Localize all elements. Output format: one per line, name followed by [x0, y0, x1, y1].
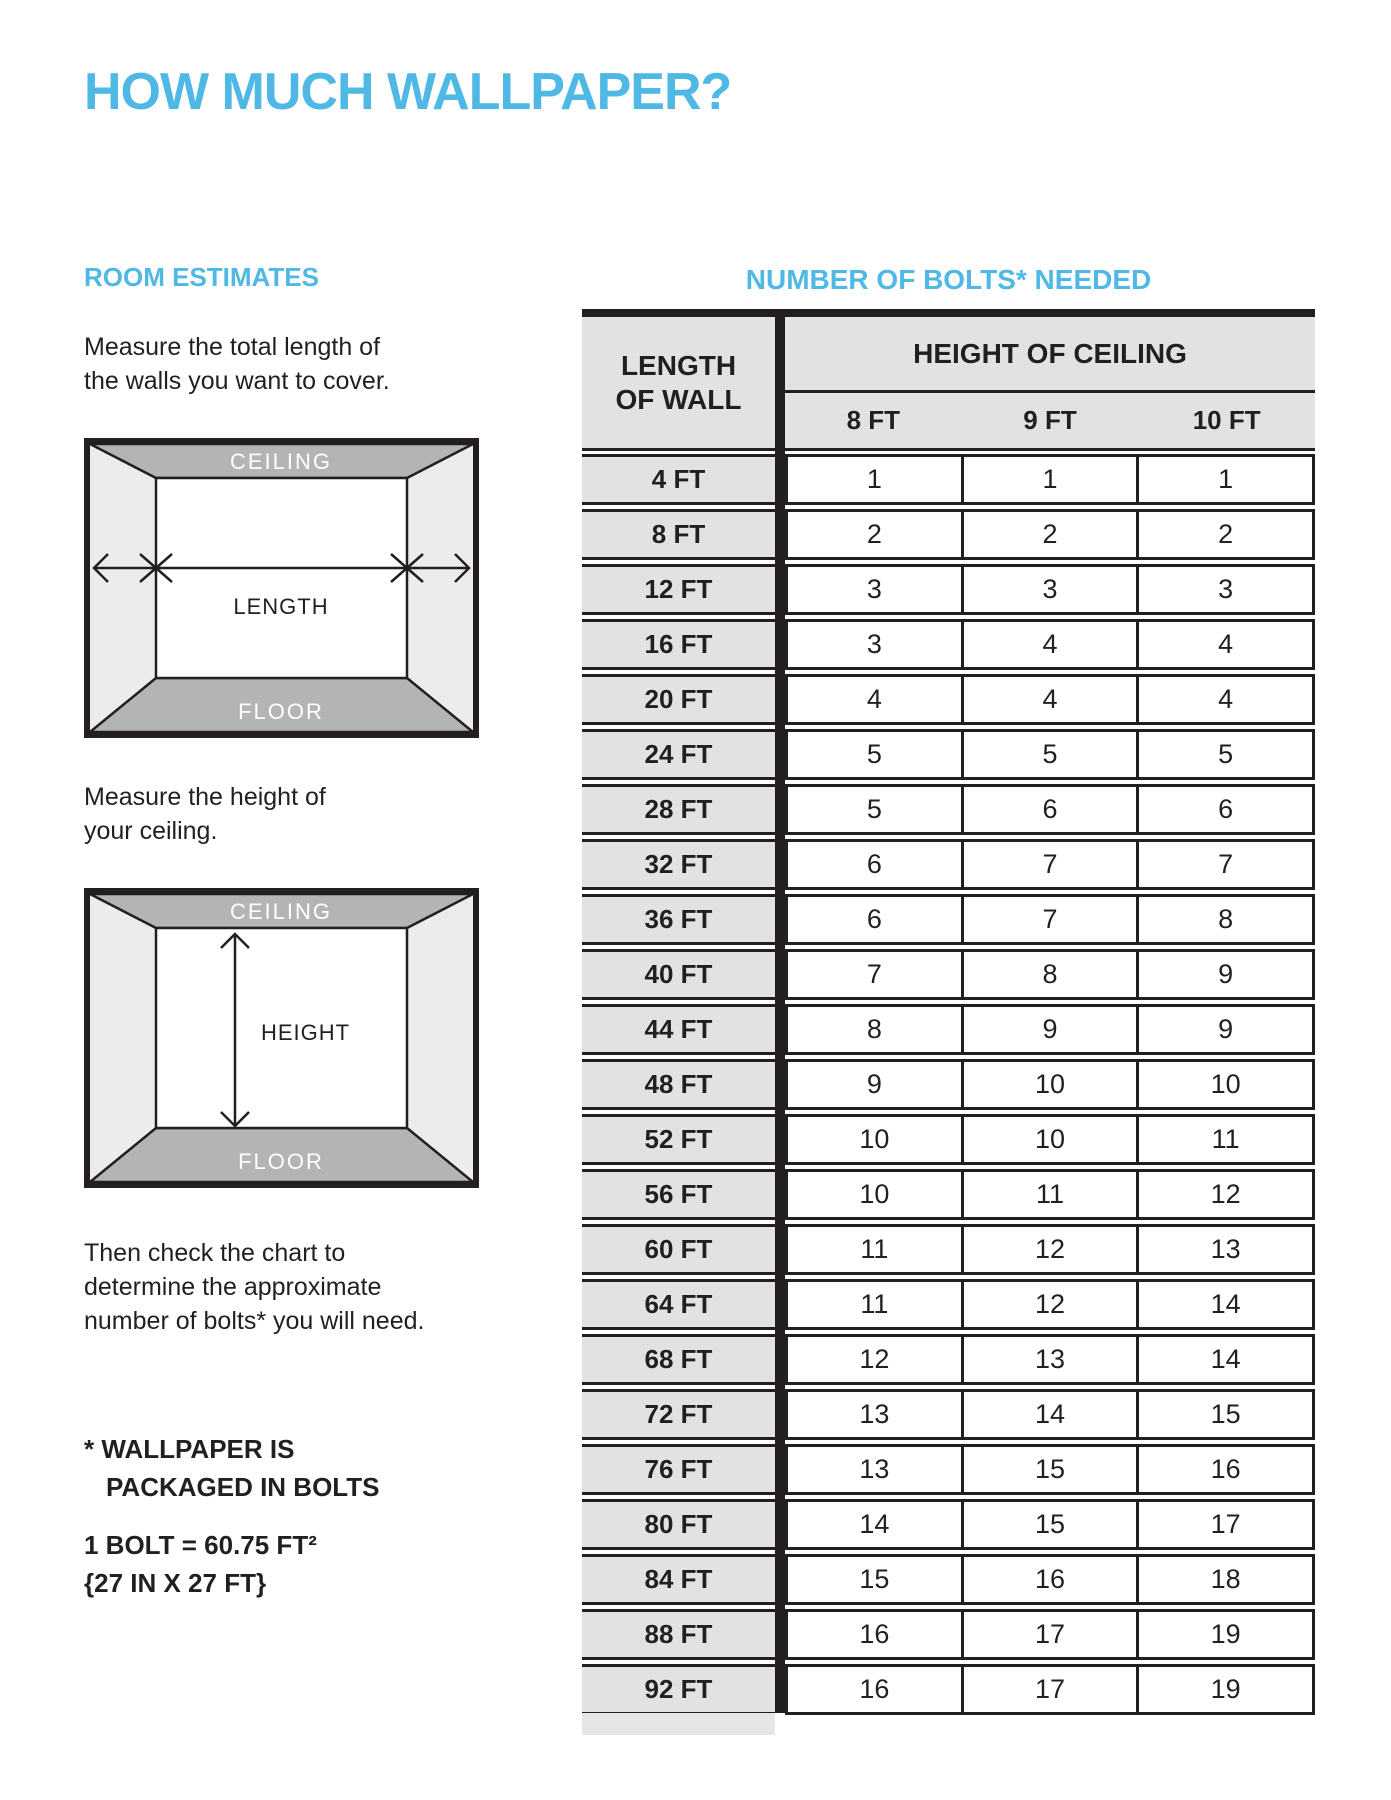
label-column-end-strip — [582, 1713, 775, 1735]
bolts-table — [582, 309, 1315, 1719]
table-row — [582, 949, 1315, 1000]
bolts-8ft-cell: 6 — [785, 894, 964, 945]
ceiling-9ft-header: 9 FT — [1023, 405, 1077, 435]
table-row — [582, 1224, 1315, 1275]
instruction-line: Measure the total length of — [84, 333, 381, 361]
bolts-9ft-cell: 10 — [961, 1059, 1140, 1110]
bolts-9ft-cell: 12 — [961, 1279, 1140, 1330]
wallpaper-bolts-footnote — [84, 1430, 379, 1506]
header-line: OF WALL — [615, 383, 742, 415]
table-row — [582, 894, 1315, 945]
bolts-8ft-cell: 10 — [785, 1169, 964, 1220]
bolts-10ft-cell: 8 — [1136, 894, 1315, 945]
wall-length-cell: 36 FT — [582, 894, 775, 945]
room-height-diagram — [84, 888, 479, 1188]
wall-length-cell: 52 FT — [582, 1114, 775, 1165]
bolts-9ft-cell: 9 — [961, 1004, 1140, 1055]
wall-length-cell: 32 FT — [582, 839, 775, 890]
bolts-9ft-cell: 6 — [961, 784, 1140, 835]
wall-length-cell: 88 FT — [582, 1609, 775, 1660]
height-label: HEIGHT — [261, 1020, 351, 1045]
bolts-8ft-cell: 16 — [785, 1609, 964, 1660]
wall-length-cell: 64 FT — [582, 1279, 775, 1330]
bolts-8ft-cell: 7 — [785, 949, 964, 1000]
bolts-10ft-cell: 17 — [1136, 1499, 1315, 1550]
bolts-9ft-cell: 11 — [961, 1169, 1140, 1220]
table-row — [582, 1114, 1315, 1165]
bolts-10ft-cell: 4 — [1136, 674, 1315, 725]
table-row — [582, 1499, 1315, 1550]
column-divider-bar — [775, 309, 785, 1713]
bolts-10ft-cell: 14 — [1136, 1279, 1315, 1330]
table-row — [582, 729, 1315, 780]
back-wall — [156, 478, 407, 678]
table-row — [582, 784, 1315, 835]
wall-length-cell: 28 FT — [582, 784, 775, 835]
table-row — [582, 1279, 1315, 1330]
table-row — [582, 1169, 1315, 1220]
bolts-9ft-cell: 1 — [961, 454, 1140, 505]
ceiling-height-subheader — [785, 393, 1315, 451]
bolts-9ft-cell: 15 — [961, 1499, 1140, 1550]
bolts-9ft-cell: 8 — [961, 949, 1140, 1000]
wall-length-cell: 72 FT — [582, 1389, 775, 1440]
bolts-8ft-cell: 1 — [785, 454, 964, 505]
table-header — [582, 317, 1315, 451]
bolts-8ft-cell: 2 — [785, 509, 964, 560]
bolts-10ft-cell: 9 — [1136, 1004, 1315, 1055]
bolts-8ft-cell: 12 — [785, 1334, 964, 1385]
bolts-8ft-cell: 15 — [785, 1554, 964, 1605]
room-estimates-heading: ROOM ESTIMATES — [84, 262, 319, 292]
ceiling-8ft-header: 8 FT — [846, 405, 901, 435]
bolts-9ft-cell: 5 — [961, 729, 1140, 780]
bolts-10ft-cell: 5 — [1136, 729, 1315, 780]
bolts-10ft-cell: 4 — [1136, 619, 1315, 670]
table-row — [582, 1059, 1315, 1110]
bolts-9ft-cell: 7 — [961, 839, 1140, 890]
bolts-9ft-cell: 12 — [961, 1224, 1140, 1275]
length-of-wall-header — [582, 317, 775, 451]
bolts-9ft-cell: 4 — [961, 619, 1140, 670]
bolt-equation — [84, 1526, 317, 1602]
wall-length-cell: 76 FT — [582, 1444, 775, 1495]
bolts-table-section — [582, 264, 1315, 1764]
bolts-10ft-cell: 14 — [1136, 1334, 1315, 1385]
instruction-line: your ceiling. — [84, 817, 218, 845]
table-row — [582, 509, 1315, 560]
bolts-8ft-cell: 16 — [785, 1664, 964, 1715]
wall-length-cell: 60 FT — [582, 1224, 775, 1275]
ceiling-label: CEILING — [229, 449, 333, 474]
floor-label: FLOOR — [238, 1149, 324, 1174]
bolts-9ft-cell: 4 — [961, 674, 1140, 725]
table-row — [582, 1444, 1315, 1495]
table-top-border — [582, 309, 1315, 317]
bolts-8ft-cell: 5 — [785, 729, 964, 780]
height-of-ceiling-header: HEIGHT OF CEILING — [785, 317, 1315, 393]
bolt-equation-line: 1 BOLT = 60.75 FT² — [84, 1530, 317, 1560]
wall-length-cell: 68 FT — [582, 1334, 775, 1385]
bolts-8ft-cell: 3 — [785, 619, 964, 670]
ceiling-10ft-header: 10 FT — [1192, 405, 1261, 435]
table-row — [582, 1004, 1315, 1055]
header-line: LENGTH — [620, 349, 737, 381]
bolts-10ft-cell: 12 — [1136, 1169, 1315, 1220]
length-label: LENGTH — [233, 594, 329, 619]
bolts-10ft-cell: 3 — [1136, 564, 1315, 615]
bolts-8ft-cell: 6 — [785, 839, 964, 890]
bolts-8ft-cell: 5 — [785, 784, 964, 835]
bolts-9ft-cell: 14 — [961, 1389, 1140, 1440]
wall-length-cell: 4 FT — [582, 454, 775, 505]
bolts-8ft-cell: 3 — [785, 564, 964, 615]
bolts-8ft-cell: 9 — [785, 1059, 964, 1110]
bolts-9ft-cell: 15 — [961, 1444, 1140, 1495]
table-row — [582, 1609, 1315, 1660]
bolts-9ft-cell: 17 — [961, 1664, 1140, 1715]
bolts-9ft-cell: 3 — [961, 564, 1140, 615]
wall-length-cell: 40 FT — [582, 949, 775, 1000]
wall-length-cell: 48 FT — [582, 1059, 775, 1110]
bolts-10ft-cell: 11 — [1136, 1114, 1315, 1165]
bolts-8ft-cell: 8 — [785, 1004, 964, 1055]
bolts-10ft-cell: 2 — [1136, 509, 1315, 560]
table-row — [582, 619, 1315, 670]
wall-length-cell: 44 FT — [582, 1004, 775, 1055]
room-length-diagram — [84, 438, 479, 738]
table-row — [582, 839, 1315, 890]
wall-length-cell: 20 FT — [582, 674, 775, 725]
table-body — [582, 454, 1315, 1715]
wall-length-cell: 8 FT — [582, 509, 775, 560]
footnote-asterisk: * — [84, 1434, 95, 1464]
instruction-measure-height — [84, 780, 326, 848]
bolts-10ft-cell: 18 — [1136, 1554, 1315, 1605]
bolts-10ft-cell: 1 — [1136, 454, 1315, 505]
bolts-10ft-cell: 19 — [1136, 1609, 1315, 1660]
bolts-8ft-cell: 10 — [785, 1114, 964, 1165]
instruction-line: the walls you want to cover. — [84, 367, 390, 395]
wall-length-cell: 56 FT — [582, 1169, 775, 1220]
instruction-line: number of bolts* you will need. — [84, 1307, 425, 1335]
table-row — [582, 1554, 1315, 1605]
bolts-10ft-cell: 6 — [1136, 784, 1315, 835]
bolts-9ft-cell: 7 — [961, 894, 1140, 945]
bolts-8ft-cell: 11 — [785, 1224, 964, 1275]
bolts-10ft-cell: 7 — [1136, 839, 1315, 890]
bolts-10ft-cell: 10 — [1136, 1059, 1315, 1110]
bolts-9ft-cell: 17 — [961, 1609, 1140, 1660]
wall-length-cell: 92 FT — [582, 1664, 775, 1715]
bolts-9ft-cell: 13 — [961, 1334, 1140, 1385]
instruction-measure-length — [84, 330, 390, 398]
bolts-8ft-cell: 14 — [785, 1499, 964, 1550]
wall-length-cell: 12 FT — [582, 564, 775, 615]
floor-label: FLOOR — [238, 699, 324, 724]
ceiling-header-block — [785, 317, 1315, 451]
bolt-equation-line: {27 IN X 27 FT} — [84, 1568, 267, 1598]
bolts-9ft-cell: 10 — [961, 1114, 1140, 1165]
instruction-line: Measure the height of — [84, 783, 326, 811]
bolts-10ft-cell: 19 — [1136, 1664, 1315, 1715]
wall-length-cell: 16 FT — [582, 619, 775, 670]
bolts-8ft-cell: 4 — [785, 674, 964, 725]
bolts-10ft-cell: 16 — [1136, 1444, 1315, 1495]
footnote-line: WALLPAPER IS — [101, 1434, 295, 1464]
ceiling-label: CEILING — [229, 899, 333, 924]
footnote-line: PACKAGED IN BOLTS — [106, 1472, 380, 1502]
wall-length-cell: 24 FT — [582, 729, 775, 780]
bolts-10ft-cell: 13 — [1136, 1224, 1315, 1275]
bolts-10ft-cell: 9 — [1136, 949, 1315, 1000]
bolts-8ft-cell: 11 — [785, 1279, 964, 1330]
instruction-line: Then check the chart to — [84, 1239, 346, 1267]
table-row — [582, 564, 1315, 615]
wall-length-cell: 80 FT — [582, 1499, 775, 1550]
table-row — [582, 454, 1315, 505]
table-row — [582, 674, 1315, 725]
bolts-10ft-cell: 15 — [1136, 1389, 1315, 1440]
bolts-9ft-cell: 2 — [961, 509, 1140, 560]
bolts-8ft-cell: 13 — [785, 1444, 964, 1495]
bolts-8ft-cell: 13 — [785, 1389, 964, 1440]
page-title: HOW MUCH WALLPAPER? — [84, 63, 732, 121]
instruction-line: determine the approximate — [84, 1273, 382, 1301]
instruction-check-chart — [84, 1236, 424, 1338]
wall-length-cell: 84 FT — [582, 1554, 775, 1605]
table-row — [582, 1664, 1315, 1715]
table-row — [582, 1389, 1315, 1440]
table-row — [582, 1334, 1315, 1385]
bolts-table-heading: NUMBER OF BOLTS* NEEDED — [745, 264, 1152, 295]
bolts-9ft-cell: 16 — [961, 1554, 1140, 1605]
